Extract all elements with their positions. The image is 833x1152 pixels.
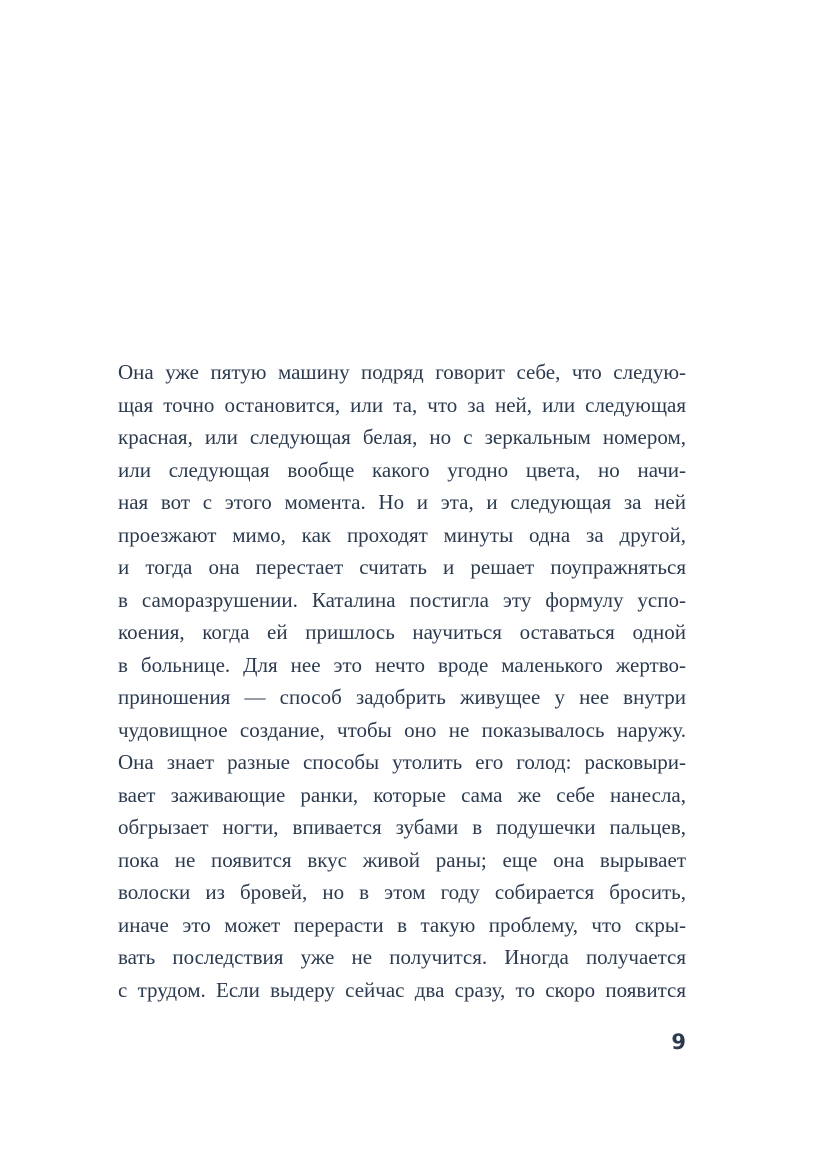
text-line: иначе это может перерасти в такую проблему, что скры- <box>118 912 686 937</box>
text-line: коения, когда ей пришлось научиться оставаться одной <box>118 620 686 644</box>
text-line: чудовищное создание, чтобы оно не показывалось наружу. <box>118 717 686 742</box>
text-line: пока не появится вкус живой раны; еще она вырывает <box>118 847 686 872</box>
text-line: ная вот с этого момента. Но и эта, и следующая за ней <box>118 490 686 514</box>
page-number: 9 <box>671 1030 686 1054</box>
text-line: волоски из бровей, но в этом году собирается бросить, <box>118 880 686 904</box>
text-line: приношения — способ задобрить живущее у нее внутри <box>118 685 686 709</box>
text-line: Она знает разные способы утолить его голод: расковыри- <box>118 750 686 774</box>
text-line: проезжают мимо, как проходят минуты одна за другой, <box>118 522 686 547</box>
text-line: в больнице. Для нее это нечто вроде маленького жертво- <box>118 652 686 677</box>
text-line: красная, или следующая белая, но с зеркальным номером, <box>118 425 686 449</box>
text-line: вать последствия уже не получится. Иногда получается <box>118 945 686 969</box>
text-line: или следующая вообще какого угодно цвета, но начи- <box>118 457 686 482</box>
body-text <box>118 356 686 1006</box>
text-line: и тогда она перестает считать и решает поупражняться <box>118 555 686 579</box>
text-line: обгрызает ногти, впивается зубами в подушечки пальцев, <box>118 815 686 839</box>
text-line: в саморазрушении. Каталина постигла эту формулу успо- <box>118 587 686 612</box>
text-line: щая точно остановится, или та, что за ней, или следующая <box>118 392 686 417</box>
text-line: вает заживающие ранки, которые сама же себе нанесла, <box>118 782 686 807</box>
text-line: Она уже пятую машину подряд говорит себе, что следую- <box>118 360 686 384</box>
text-line: с трудом. Если выдеру сейчас два сразу, то скоро появится <box>118 977 686 1002</box>
